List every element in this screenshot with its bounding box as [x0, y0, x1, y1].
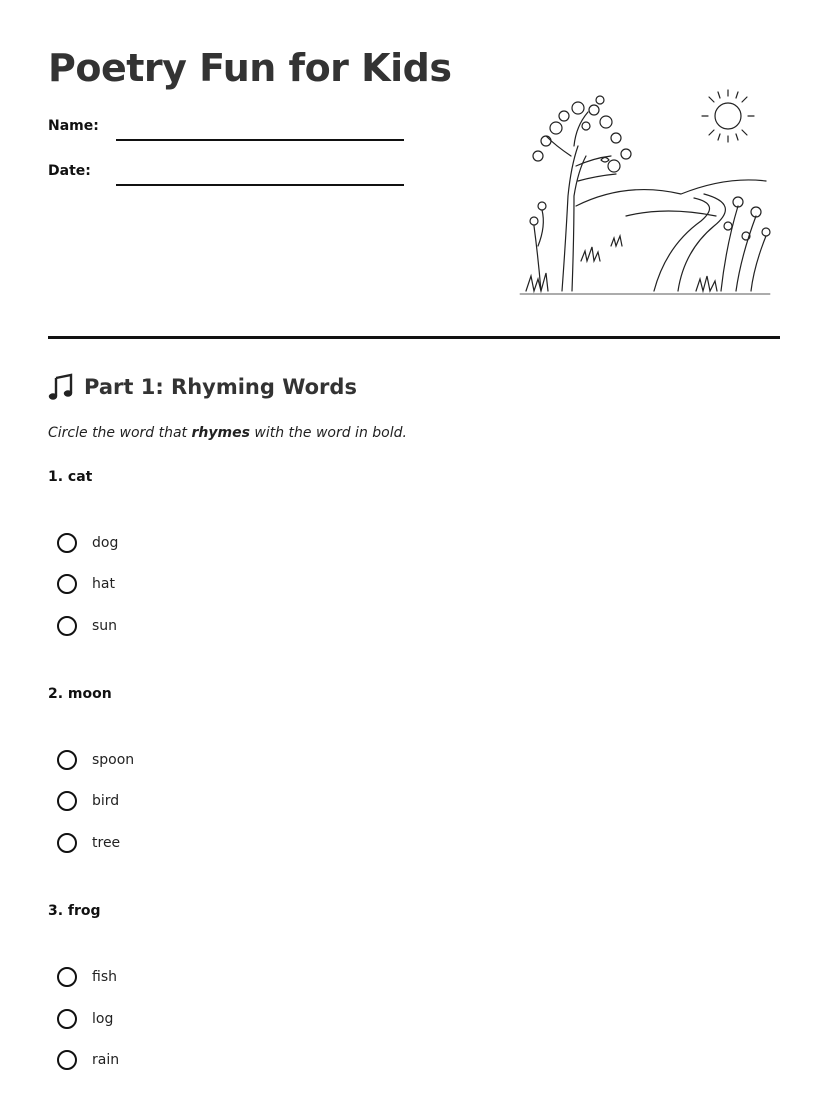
option-label: tree [92, 835, 121, 851]
option-label: hat [92, 576, 115, 592]
question-1-prompt: 1. cat [48, 469, 93, 485]
option-label: bird [92, 793, 120, 809]
name-label: Name: [48, 118, 99, 134]
option-label: fish [92, 969, 117, 985]
question-2-option-1[interactable] [57, 747, 134, 773]
radio-button[interactable] [57, 533, 77, 553]
sun-icon [702, 90, 754, 142]
radio-button[interactable] [57, 574, 77, 594]
radio-button[interactable] [57, 967, 77, 987]
question-2-prompt: 2. moon [48, 686, 112, 702]
music-note-icon [48, 373, 74, 401]
name-line[interactable] [116, 139, 404, 141]
instructions-after: with the word in bold. [249, 425, 407, 441]
name-field [48, 118, 408, 148]
question-1-option-2[interactable] [57, 571, 115, 597]
option-label: spoon [92, 752, 135, 768]
radio-button[interactable] [57, 616, 77, 636]
question-1-option-3[interactable] [57, 613, 117, 639]
option-label: dog [92, 535, 119, 551]
instructions-before: Circle the word that [48, 425, 192, 441]
instructions-keyword: rhymes [191, 425, 250, 441]
radio-button[interactable] [57, 1009, 77, 1029]
option-label: log [92, 1011, 114, 1027]
section-title-text: Part 1: Rhyming Words [84, 375, 357, 399]
date-label: Date: [48, 163, 91, 179]
section-title-part1 [48, 373, 357, 401]
question-3-option-2[interactable] [57, 1006, 113, 1032]
question-2-option-2[interactable] [57, 788, 119, 814]
date-line[interactable] [116, 184, 404, 186]
radio-button[interactable] [57, 791, 77, 811]
option-label: rain [92, 1052, 120, 1068]
question-3-prompt: 3. frog [48, 903, 101, 919]
radio-button[interactable] [57, 1050, 77, 1070]
question-3-option-3[interactable] [57, 1047, 119, 1073]
question-1-option-1[interactable] [57, 530, 118, 556]
question-3-option-1[interactable] [57, 964, 117, 990]
tree-icon [533, 96, 631, 291]
landscape-illustration [516, 86, 774, 298]
option-label: sun [92, 618, 118, 634]
radio-button[interactable] [57, 833, 77, 853]
radio-button[interactable] [57, 750, 77, 770]
instructions [48, 425, 407, 441]
worksheet-title: Poetry Fun for Kids [48, 46, 452, 90]
date-field [48, 163, 408, 193]
section-divider [48, 336, 780, 339]
question-2-option-3[interactable] [57, 830, 120, 856]
